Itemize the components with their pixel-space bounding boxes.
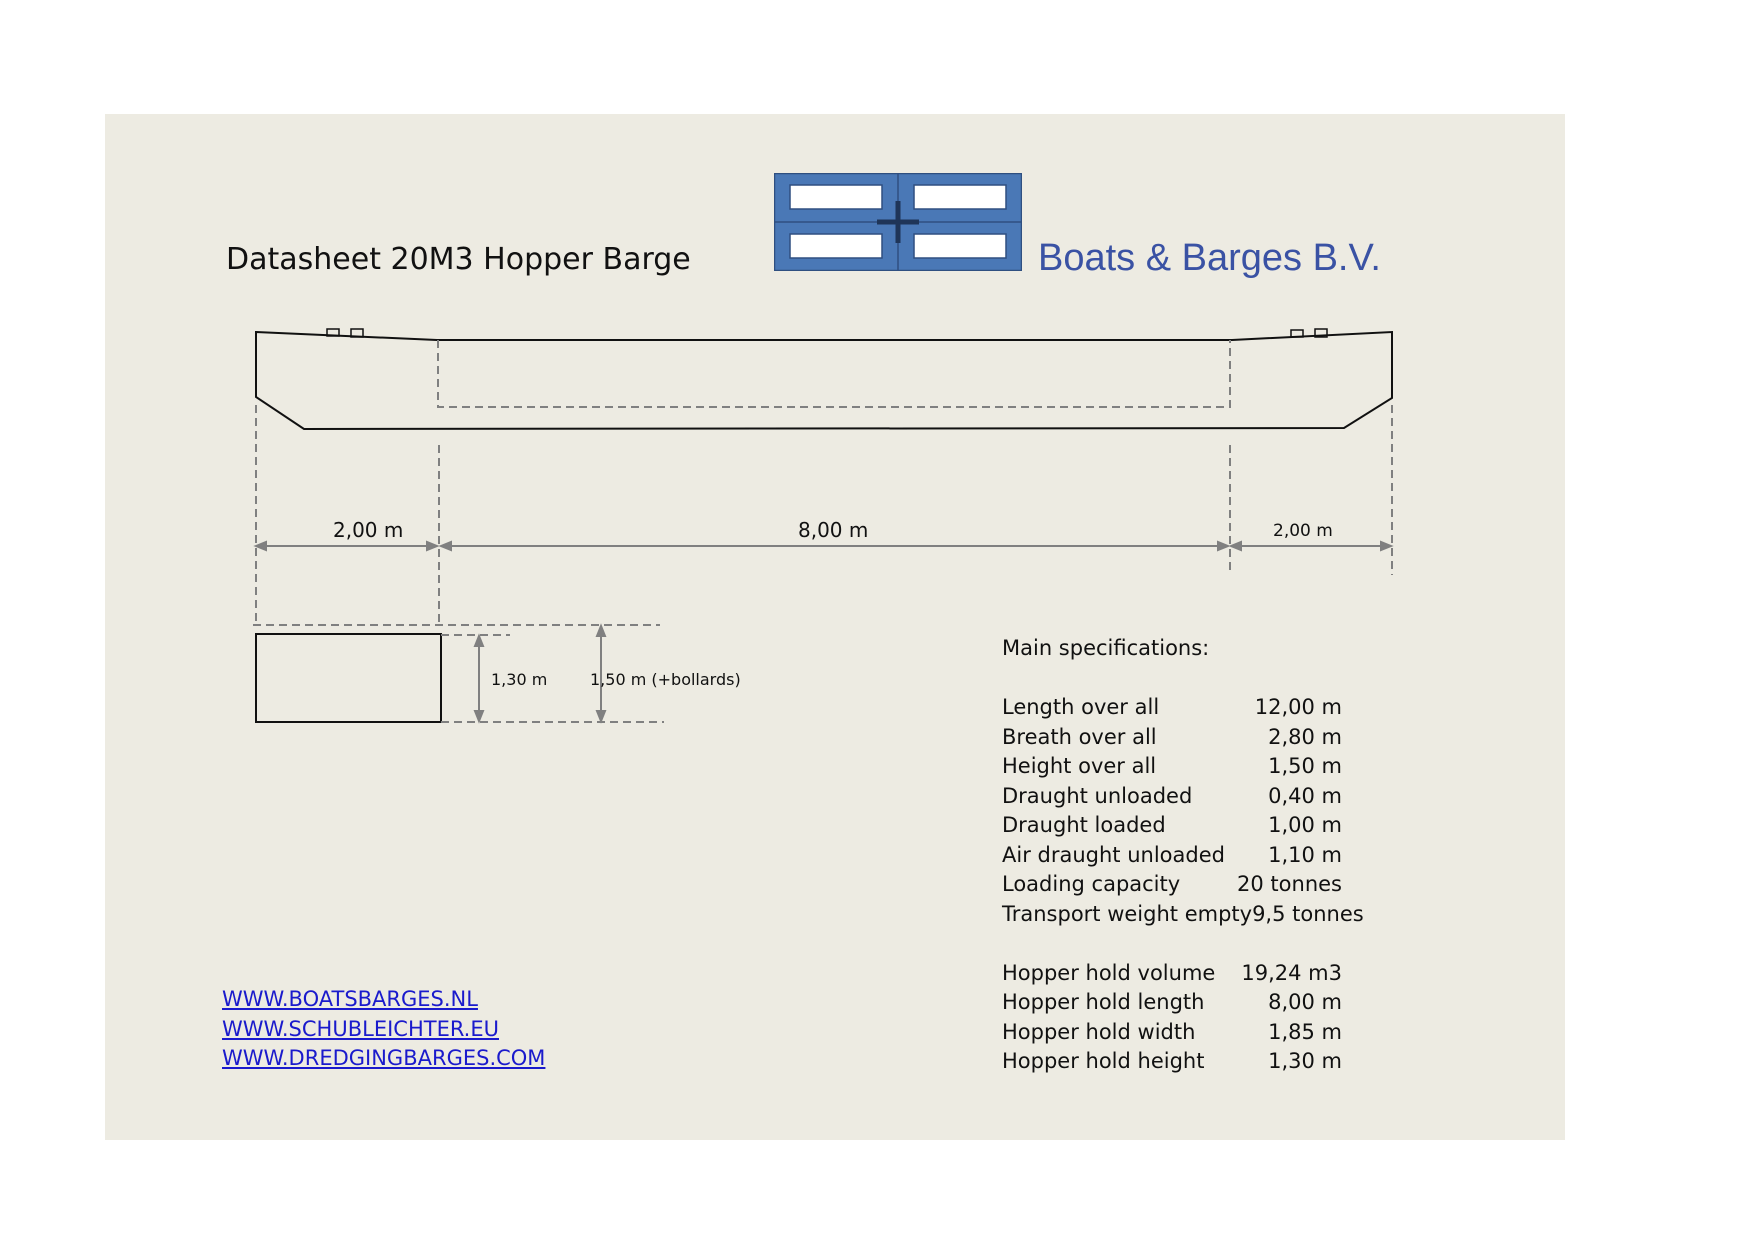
link-boatsbarges[interactable]: WWW.BOATSBARGES.NL	[222, 987, 478, 1011]
spec-value: 0,40 m	[1268, 783, 1342, 808]
spec-value: 19,24 m3	[1241, 960, 1342, 985]
dim-label-hold: 8,00 m	[798, 518, 869, 542]
spec-row	[1002, 870, 1342, 900]
spec-label: Breath over all	[1002, 724, 1157, 749]
spec-label: Length over all	[1002, 695, 1160, 719]
spec-label: Air draught unloaded	[1002, 842, 1225, 867]
hull-cross-section	[256, 634, 441, 722]
spec-value: 12,00 m	[1254, 695, 1342, 719]
spec-value: 1,85 m	[1268, 1019, 1342, 1044]
spec-label: Draught unloaded	[1002, 783, 1193, 808]
spec-value: 1,50 m	[1268, 754, 1342, 778]
spec-value: 9,5 tonnes	[1252, 901, 1364, 926]
dim-label-bow: 2,00 m	[333, 518, 404, 542]
spec-value: 1,30 m	[1268, 1049, 1342, 1073]
company-name: Boats & Barges B.V.	[1038, 237, 1381, 279]
spec-value: 8,00 m	[1268, 990, 1342, 1014]
spec-label: Hopper hold width	[1002, 1019, 1196, 1044]
spec-row	[1002, 841, 1342, 871]
spec-value: 20 tonnes	[1237, 872, 1342, 896]
spec-row	[1002, 900, 1364, 930]
spec-row	[1002, 752, 1342, 782]
spec-label: Hopper hold height	[1002, 1049, 1205, 1073]
spec-row	[1002, 782, 1342, 812]
link-schubleichter[interactable]: WWW.SCHUBLEICHTER.EU	[222, 1016, 499, 1041]
spec-row	[1002, 693, 1342, 723]
spec-row	[1002, 988, 1342, 1018]
spec-label: Transport weight empty	[1002, 901, 1253, 926]
spec-label: Height over all	[1002, 754, 1157, 778]
specs-heading: Main specifications:	[1002, 636, 1210, 660]
spec-row	[1002, 811, 1342, 841]
spec-label: Hopper hold length	[1002, 990, 1205, 1014]
spec-label: Loading capacity	[1002, 872, 1181, 896]
spec-row	[1002, 1047, 1342, 1077]
website-links	[222, 985, 545, 1074]
spec-row	[1002, 959, 1342, 989]
spec-row	[1002, 1018, 1342, 1048]
spec-value: 1,00 m	[1268, 813, 1342, 837]
spec-value: 1,10 m	[1268, 842, 1342, 867]
spec-label: Hopper hold volume	[1002, 960, 1216, 985]
spec-row	[1002, 723, 1342, 753]
spec-value: 2,80 m	[1268, 724, 1342, 749]
page-title: Datasheet 20M3 Hopper Barge	[226, 242, 691, 277]
dim-label-stern: 2,00 m	[1273, 521, 1333, 541]
link-dredgingbarges[interactable]: WWW.DREDGINGBARGES.COM	[222, 1046, 546, 1070]
hopper-hold-outline	[438, 340, 1230, 407]
dim-label-hull-height: 1,30 m	[491, 670, 548, 689]
hull-side-view	[256, 332, 1392, 429]
dim-label-total-height: 1,50 m (+bollards)	[590, 670, 741, 689]
main-specifications	[1002, 634, 1364, 1077]
spec-label: Draught loaded	[1002, 813, 1166, 837]
